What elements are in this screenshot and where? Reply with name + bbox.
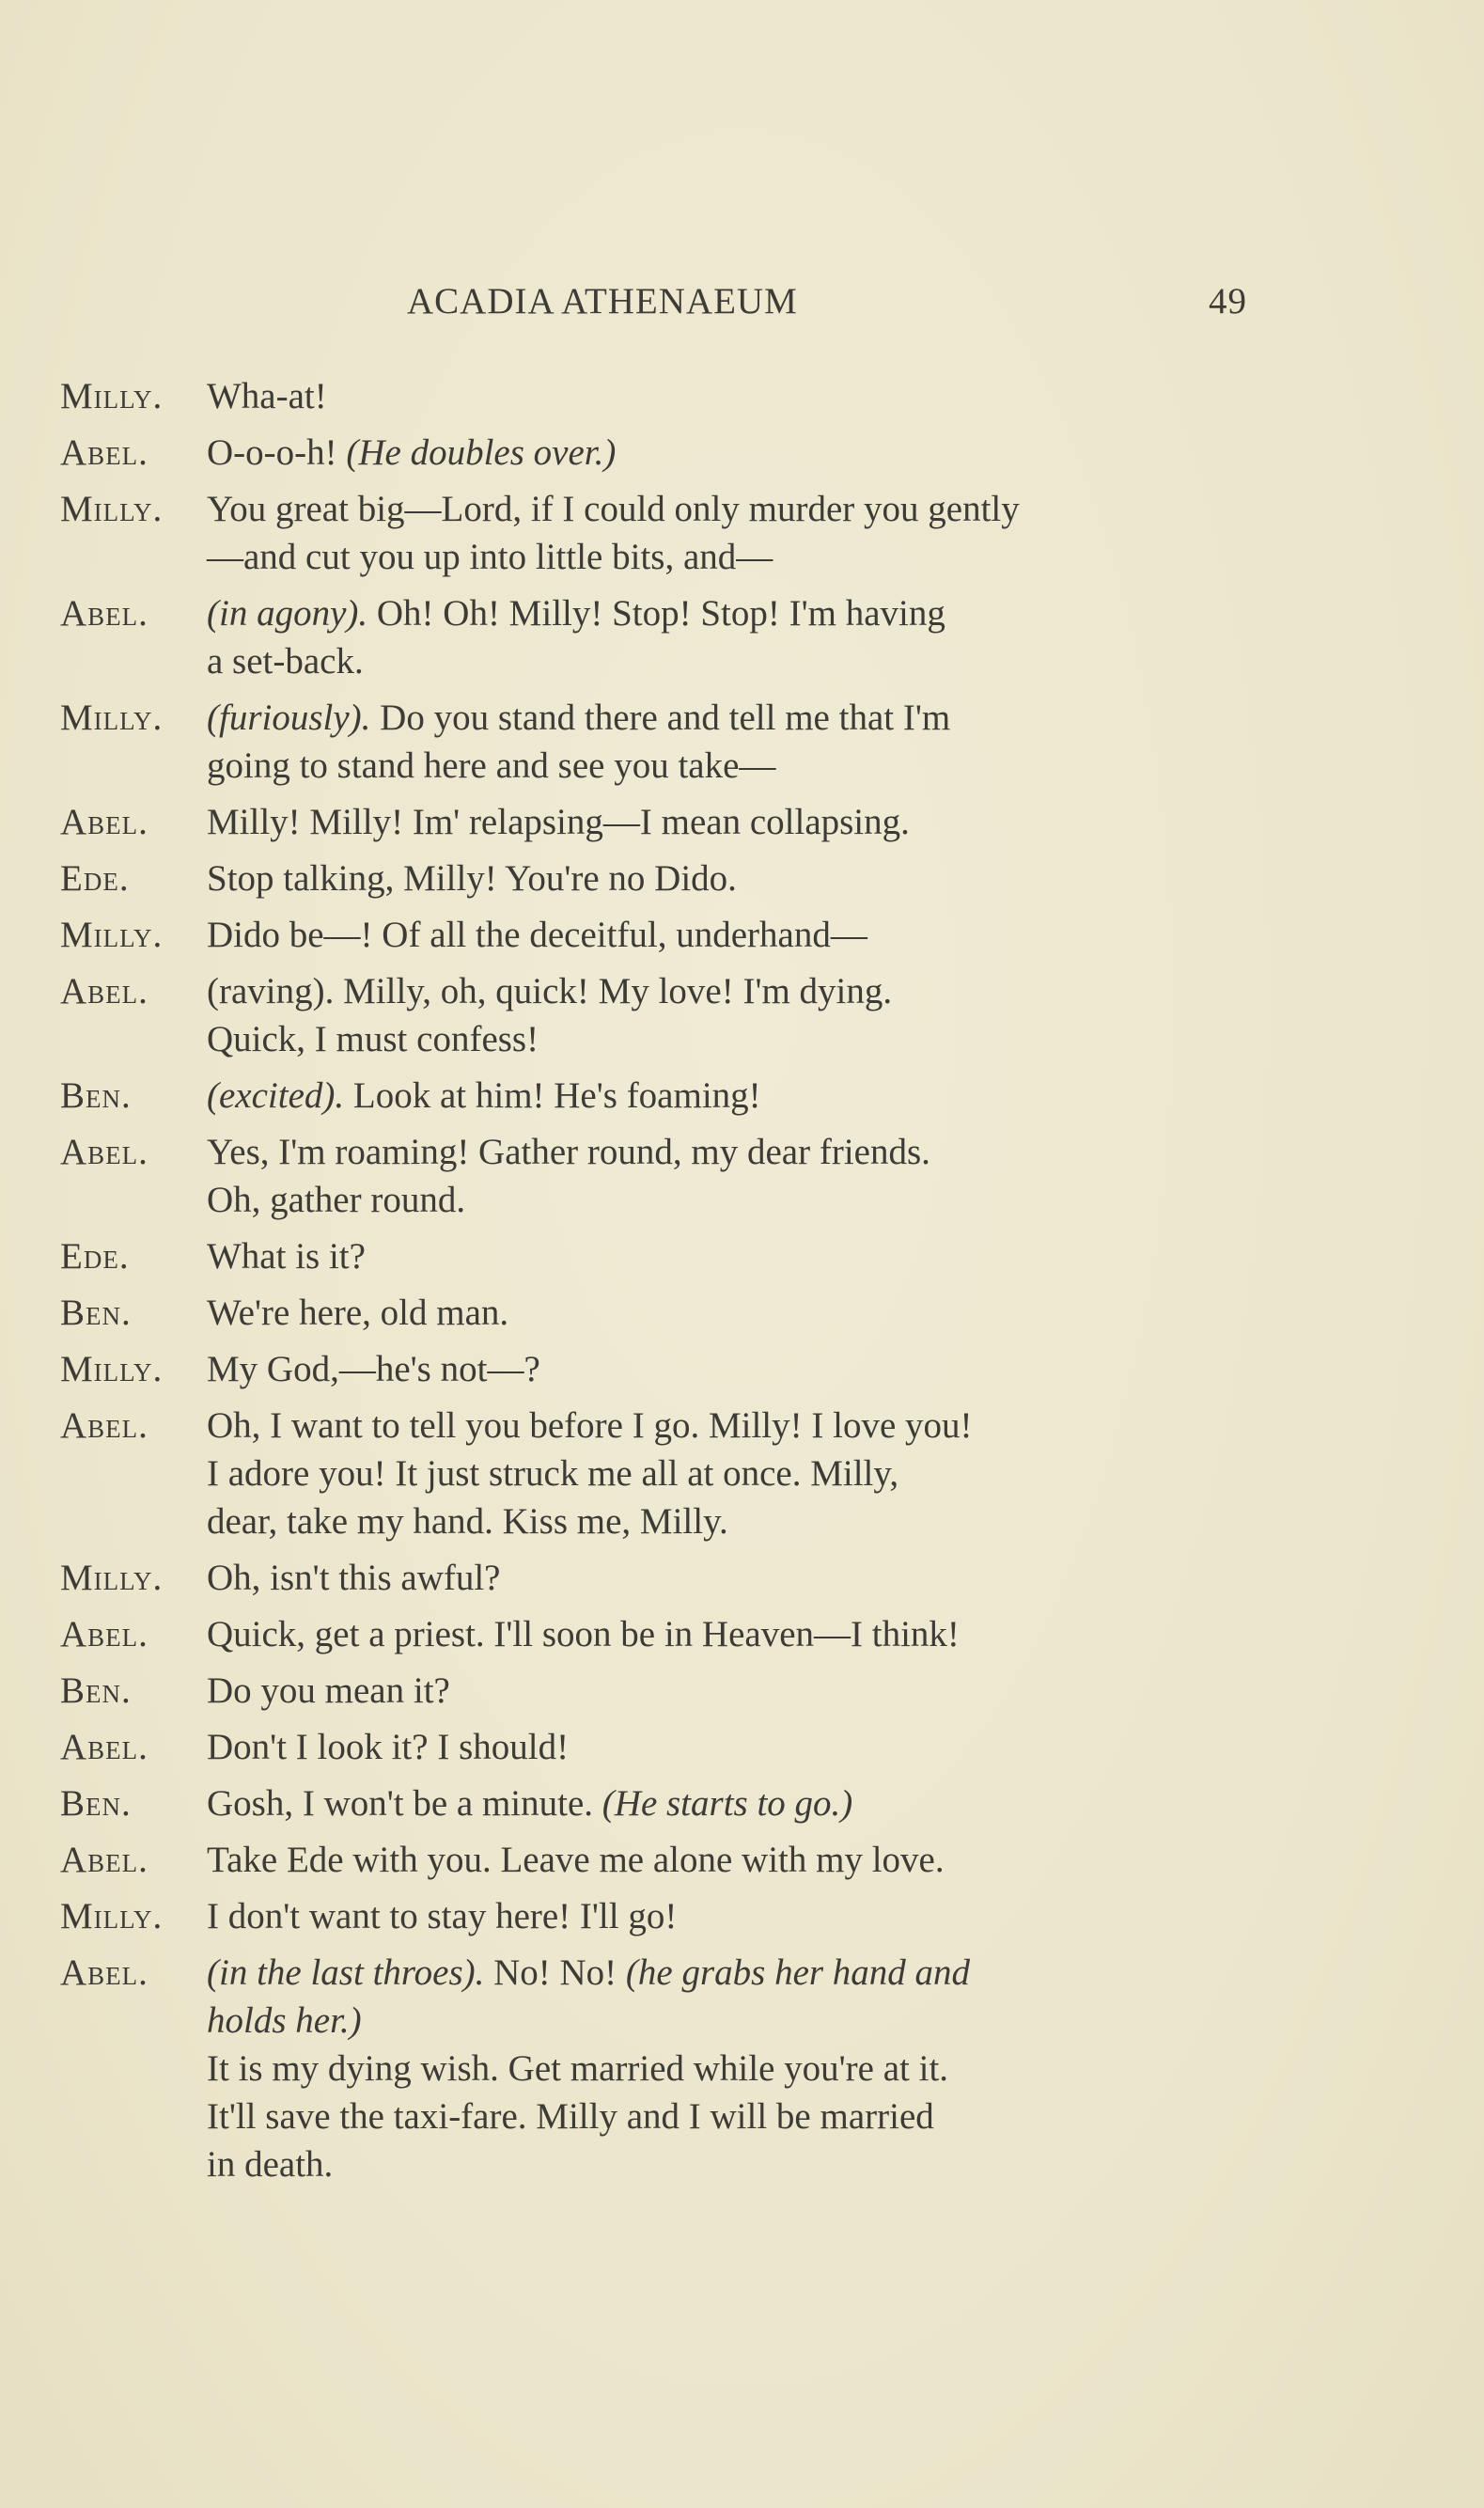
spoken-text: Milly! Milly! Im' relapsing—I mean collapsing. (207, 802, 910, 842)
speaker-name: Ben. (60, 1670, 132, 1711)
page-number: 49 (1209, 281, 1247, 321)
speaker-name: Abel. (60, 971, 148, 1011)
stage-direction: (furiously). (207, 698, 371, 738)
stage-direction: (in the last throes). (207, 1952, 485, 1993)
spoken-text: Take Ede with you. Leave me alone with my love. (207, 1840, 945, 1880)
dialogue-line (60, 1402, 1273, 1545)
text-row (207, 1836, 1273, 1884)
dialogue-line (60, 1723, 1273, 1771)
text-row (207, 485, 1273, 533)
dialogue-text (207, 967, 1273, 1063)
dialogue-line (60, 1836, 1273, 1884)
speaker-name: Abel. (60, 1132, 148, 1172)
page-header (0, 280, 1484, 333)
speaker-name: Milly. (60, 489, 164, 529)
text-row (207, 1128, 1273, 1176)
dialogue-text (207, 1554, 1273, 1602)
text-row (207, 1450, 1273, 1497)
running-title: ACADIA ATHENAEUM (407, 281, 798, 321)
text-row (207, 1072, 1273, 1120)
stage-direction: (excited). (207, 1075, 345, 1116)
speaker-name: Abel. (60, 802, 148, 842)
dialogue-line (60, 1232, 1273, 1280)
spoken-text: O-o-o-h! (207, 432, 347, 473)
text-row (207, 1610, 1273, 1658)
dialogue-line (60, 911, 1273, 959)
text-row (207, 967, 1273, 1015)
spoken-text: No! No! (484, 1952, 626, 1993)
spoken-text: Do you mean it? (207, 1670, 450, 1711)
spoken-text: Do you stand there and tell me that I'm (370, 698, 951, 738)
spoken-text: Quick, I must confess! (207, 1019, 539, 1059)
text-row (207, 1289, 1273, 1337)
speaker-name: Milly. (60, 915, 164, 955)
text-row (207, 1554, 1273, 1602)
dialogue-line (60, 1667, 1273, 1715)
text-row (207, 372, 1273, 420)
spoken-text: Gosh, I won't be a minute. (207, 1783, 602, 1824)
text-row (207, 911, 1273, 959)
spoken-text: dear, take my hand. Kiss me, Milly. (207, 1501, 728, 1542)
spoken-text: Look at him! He's foaming! (344, 1075, 761, 1116)
text-row (207, 2045, 1273, 2093)
spoken-text: I adore you! It just struck me all at once. Milly, (207, 1453, 899, 1494)
speaker-name: Abel. (60, 432, 148, 473)
text-row (207, 1997, 1273, 2045)
dialogue-text (207, 1072, 1273, 1120)
dialogue-text (207, 1836, 1273, 1884)
dialogue-text (207, 854, 1273, 902)
dialogue-line (60, 1289, 1273, 1337)
speaker-name: Abel. (60, 1727, 148, 1767)
spoken-text: It is my dying wish. Get married while you're at it. (207, 2048, 949, 2089)
speaker-name: Milly. (60, 1896, 164, 1936)
speaker-name: Ben. (60, 1293, 132, 1333)
speaker-name: Ede. (60, 1236, 130, 1277)
stage-direction: (he grabs her hand and (625, 1952, 971, 1993)
text-row (207, 2140, 1273, 2188)
speaker-name: Abel. (60, 1405, 148, 1446)
spoken-text: It'll save the taxi-fare. Milly and I will be married (207, 2096, 934, 2137)
text-row (207, 1779, 1273, 1827)
speaker-name: Milly. (60, 1558, 164, 1598)
spoken-text: What is it? (207, 1236, 366, 1277)
spoken-text: (raving). Milly, oh, quick! My love! I'm dying. (207, 971, 893, 1011)
text-row (207, 637, 1273, 685)
spoken-text: in death. (207, 2144, 334, 2185)
spoken-text: Wha-at! (207, 376, 327, 416)
spoken-text: We're here, old man. (207, 1293, 509, 1333)
dialogue-text (207, 1723, 1273, 1771)
dialogue-line (60, 967, 1273, 1063)
dialogue-text (207, 1128, 1273, 1224)
spoken-text: Oh! Oh! Milly! Stop! Stop! I'm having (367, 593, 945, 634)
spoken-text: Quick, get a priest. I'll soon be in Heaven—I think! (207, 1614, 960, 1654)
text-row (207, 1497, 1273, 1545)
dialogue-line (60, 854, 1273, 902)
text-row (207, 742, 1273, 790)
dialogue-line (60, 694, 1273, 790)
dialogue-text (207, 1232, 1273, 1280)
spoken-text: going to stand here and see you take— (207, 745, 776, 786)
text-row (207, 1723, 1273, 1771)
speaker-name: Milly. (60, 1349, 164, 1389)
text-row (207, 1345, 1273, 1393)
text-row (207, 429, 1273, 477)
stage-direction: (He doubles over.) (346, 432, 617, 473)
dialogue-text (207, 798, 1273, 846)
text-row (207, 1402, 1273, 1450)
speaker-name: Ede. (60, 858, 130, 899)
spoken-text: Oh, I want to tell you before I go. Milly! I love you! (207, 1405, 973, 1446)
dialogue-text (207, 429, 1273, 477)
dialogue-text (207, 1402, 1273, 1545)
text-row (207, 1176, 1273, 1224)
dialogue-line (60, 1610, 1273, 1658)
dialogue-line (60, 1949, 1273, 2188)
spoken-text: Oh, isn't this awful? (207, 1558, 501, 1598)
stage-direction: holds her.) (207, 2000, 362, 2041)
text-row (207, 2093, 1273, 2140)
dialogue-text (207, 589, 1273, 685)
spoken-text: I don't want to stay here! I'll go! (207, 1896, 678, 1936)
text-row (207, 694, 1273, 742)
stage-direction: (in agony). (207, 593, 368, 634)
text-row (207, 589, 1273, 637)
dialogue-line (60, 798, 1273, 846)
text-row (207, 1015, 1273, 1063)
dialogue-text (207, 1289, 1273, 1337)
spoken-text: Don't I look it? I should! (207, 1727, 570, 1767)
dialogue-text (207, 1779, 1273, 1827)
stage-direction: (He starts to go.) (601, 1783, 853, 1824)
speaker-name: Ben. (60, 1075, 132, 1116)
dialogue-line (60, 1072, 1273, 1120)
text-row (207, 798, 1273, 846)
spoken-text: Yes, I'm roaming! Gather round, my dear friends. (207, 1132, 930, 1172)
dialogue-text (207, 1892, 1273, 1940)
dialogue-line (60, 485, 1273, 581)
speaker-name: Ben. (60, 1783, 132, 1824)
text-row (207, 854, 1273, 902)
speaker-name: Abel. (60, 1614, 148, 1654)
spoken-text: Oh, gather round. (207, 1180, 466, 1220)
dialogue-text (207, 1949, 1273, 2188)
spoken-text: —and cut you up into little bits, and— (207, 537, 773, 577)
text-row (207, 533, 1273, 581)
text-row (207, 1949, 1273, 1997)
dialogue-text (207, 485, 1273, 581)
dialogue-line (60, 1128, 1273, 1224)
dialogue-line (60, 1779, 1273, 1827)
dialogue-line (60, 1892, 1273, 1940)
spoken-text: Dido be—! Of all the deceitful, underhand— (207, 915, 867, 955)
dialogue-text (207, 911, 1273, 959)
dialogue-line (60, 372, 1273, 420)
play-script (60, 372, 1273, 2197)
dialogue-text (207, 694, 1273, 790)
text-row (207, 1667, 1273, 1715)
speaker-name: Milly. (60, 698, 164, 738)
dialogue-text (207, 372, 1273, 420)
dialogue-text (207, 1667, 1273, 1715)
spoken-text: You great big—Lord, if I could only murder you gently (207, 489, 1020, 529)
speaker-name: Milly. (60, 376, 164, 416)
text-row (207, 1892, 1273, 1940)
dialogue-text (207, 1610, 1273, 1658)
dialogue-line (60, 589, 1273, 685)
spoken-text: My God,—he's not—? (207, 1349, 540, 1389)
spoken-text: Stop talking, Milly! You're no Dido. (207, 858, 737, 899)
dialogue-line (60, 429, 1273, 477)
speaker-name: Abel. (60, 593, 148, 634)
text-row (207, 1232, 1273, 1280)
speaker-name: Abel. (60, 1840, 148, 1880)
dialogue-text (207, 1345, 1273, 1393)
dialogue-line (60, 1345, 1273, 1393)
spoken-text: a set-back. (207, 641, 364, 682)
speaker-name: Abel. (60, 1952, 148, 1993)
dialogue-line (60, 1554, 1273, 1602)
